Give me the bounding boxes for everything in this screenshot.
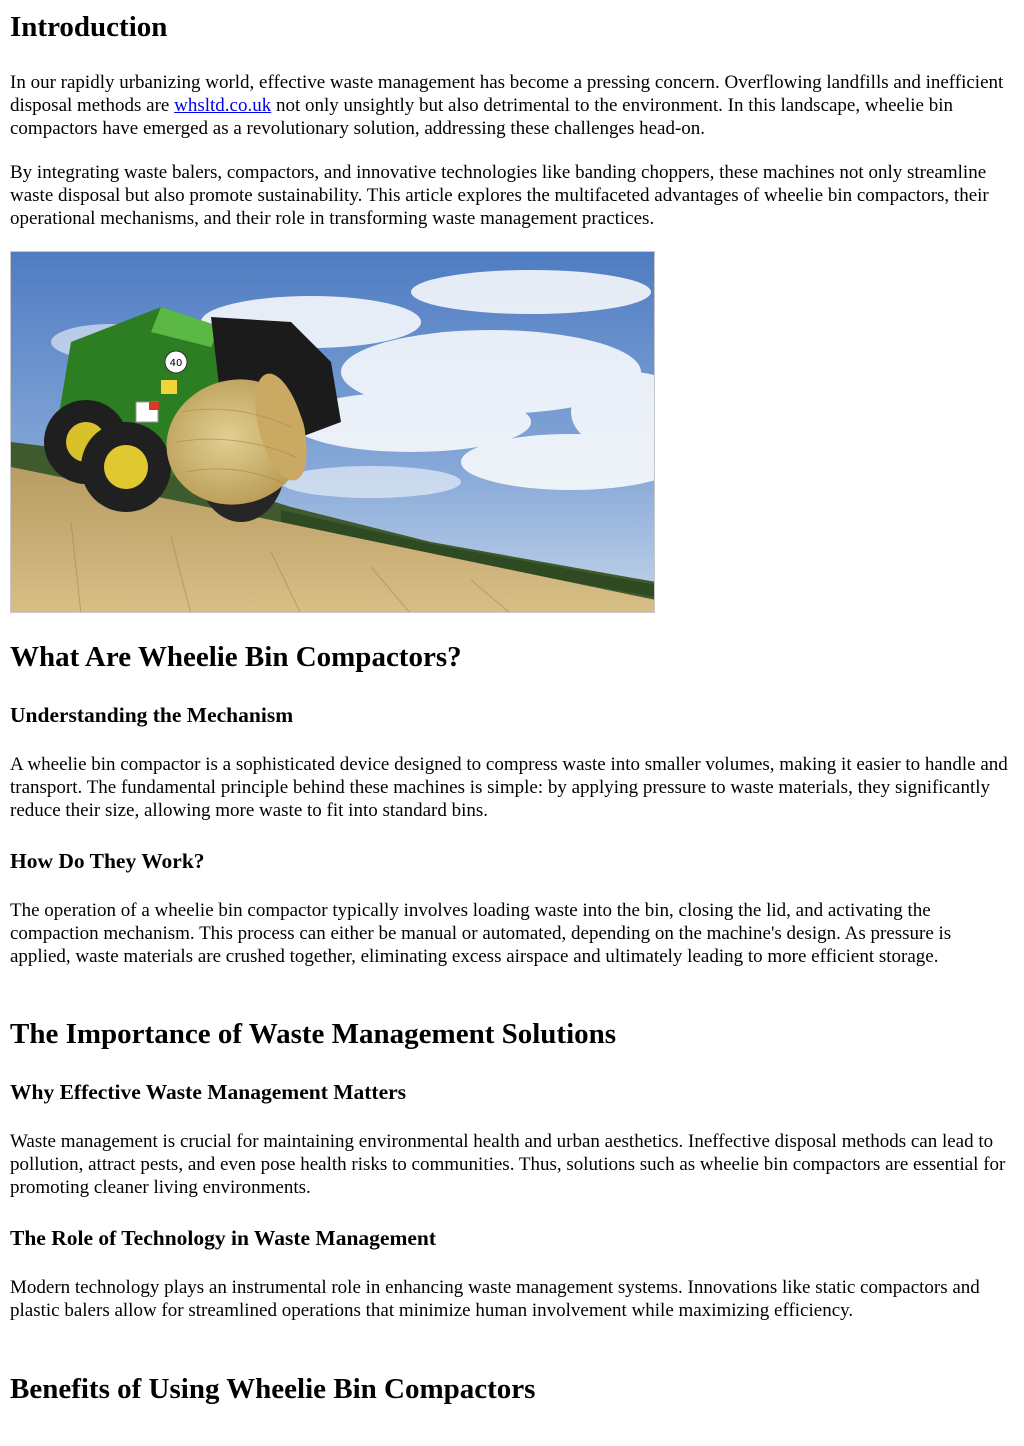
subheading-mechanism: Understanding the Mechanism	[10, 703, 294, 727]
svg-text:40: 40	[169, 358, 183, 369]
intro-text-end: not only unsightly but also detrimental to the environment. In this landscape, wheelie bin compactors have emerged as a revolutionary solution, addressing these challenges head-on.	[10, 95, 953, 140]
intro-paragraph-1	[10, 71, 1014, 141]
subheading-technology-role: The Role of Technology in Waste Management	[10, 1226, 437, 1250]
tractor-baler-photo	[10, 251, 655, 613]
why-paragraph: Waste management is crucial for maintaining environmental health and urban aesthetics. Ineffective disposal methods can lead to pollution, attract pests, and even pose health risks to communities. Thus, solutions such as wheelie bin compactors are essential for promoting cleaner living environments.	[10, 1131, 1006, 1199]
how-paragraph: The operation of a wheelie bin compactor typically involves loading waste into the bin, closing the lid, and activating the compaction mechanism. This process can either be manual or automated, depending on the machine's design. As pressure is applied, waste materials are crushed together, eliminating excess airspace and ultimately leading to more efficient storage.	[10, 900, 952, 968]
section-heading-benefits: Benefits of Using Wheelie Bin Compactors	[10, 1373, 536, 1405]
subheading-why-matters: Why Effective Waste Management Matters	[10, 1080, 407, 1104]
intro-text-start: In our rapidly urbanizing world, effective waste management has become a pressing concern. Overflowing landfills and inefficient disposal methods are	[10, 72, 1004, 117]
section-heading-what-are: What Are Wheelie Bin Compactors?	[10, 641, 462, 673]
whsltd-link[interactable]: whsltd.co.uk	[174, 95, 272, 117]
mechanism-paragraph: A wheelie bin compactor is a sophisticated device designed to compress waste into smaller volumes, making it easier to handle and transport. The fundamental principle behind these machines is simple: by applying pressure to waste materials, they significantly reduce their size, allowing more waste to fit into standard bins.	[10, 754, 1008, 822]
technology-paragraph: Modern technology plays an instrumental role in enhancing waste management systems. Innovations like static compactors and plastic balers allow for streamlined operations that minimize human involvement while maximizing efficiency.	[10, 1277, 980, 1322]
section-heading-introduction: Introduction	[10, 11, 168, 43]
intro-paragraph-2: By integrating waste balers, compactors, and innovative technologies like banding choppers, these machines not only streamline waste disposal but also promote sustainability. This article explores the multifaceted advantages of wheelie bin compactors, their operational mechanisms, and their role in transforming waste management practices.	[10, 162, 989, 230]
section-heading-importance: The Importance of Waste Management Solutions	[10, 1018, 617, 1050]
subheading-how-they-work: How Do They Work?	[10, 849, 205, 873]
